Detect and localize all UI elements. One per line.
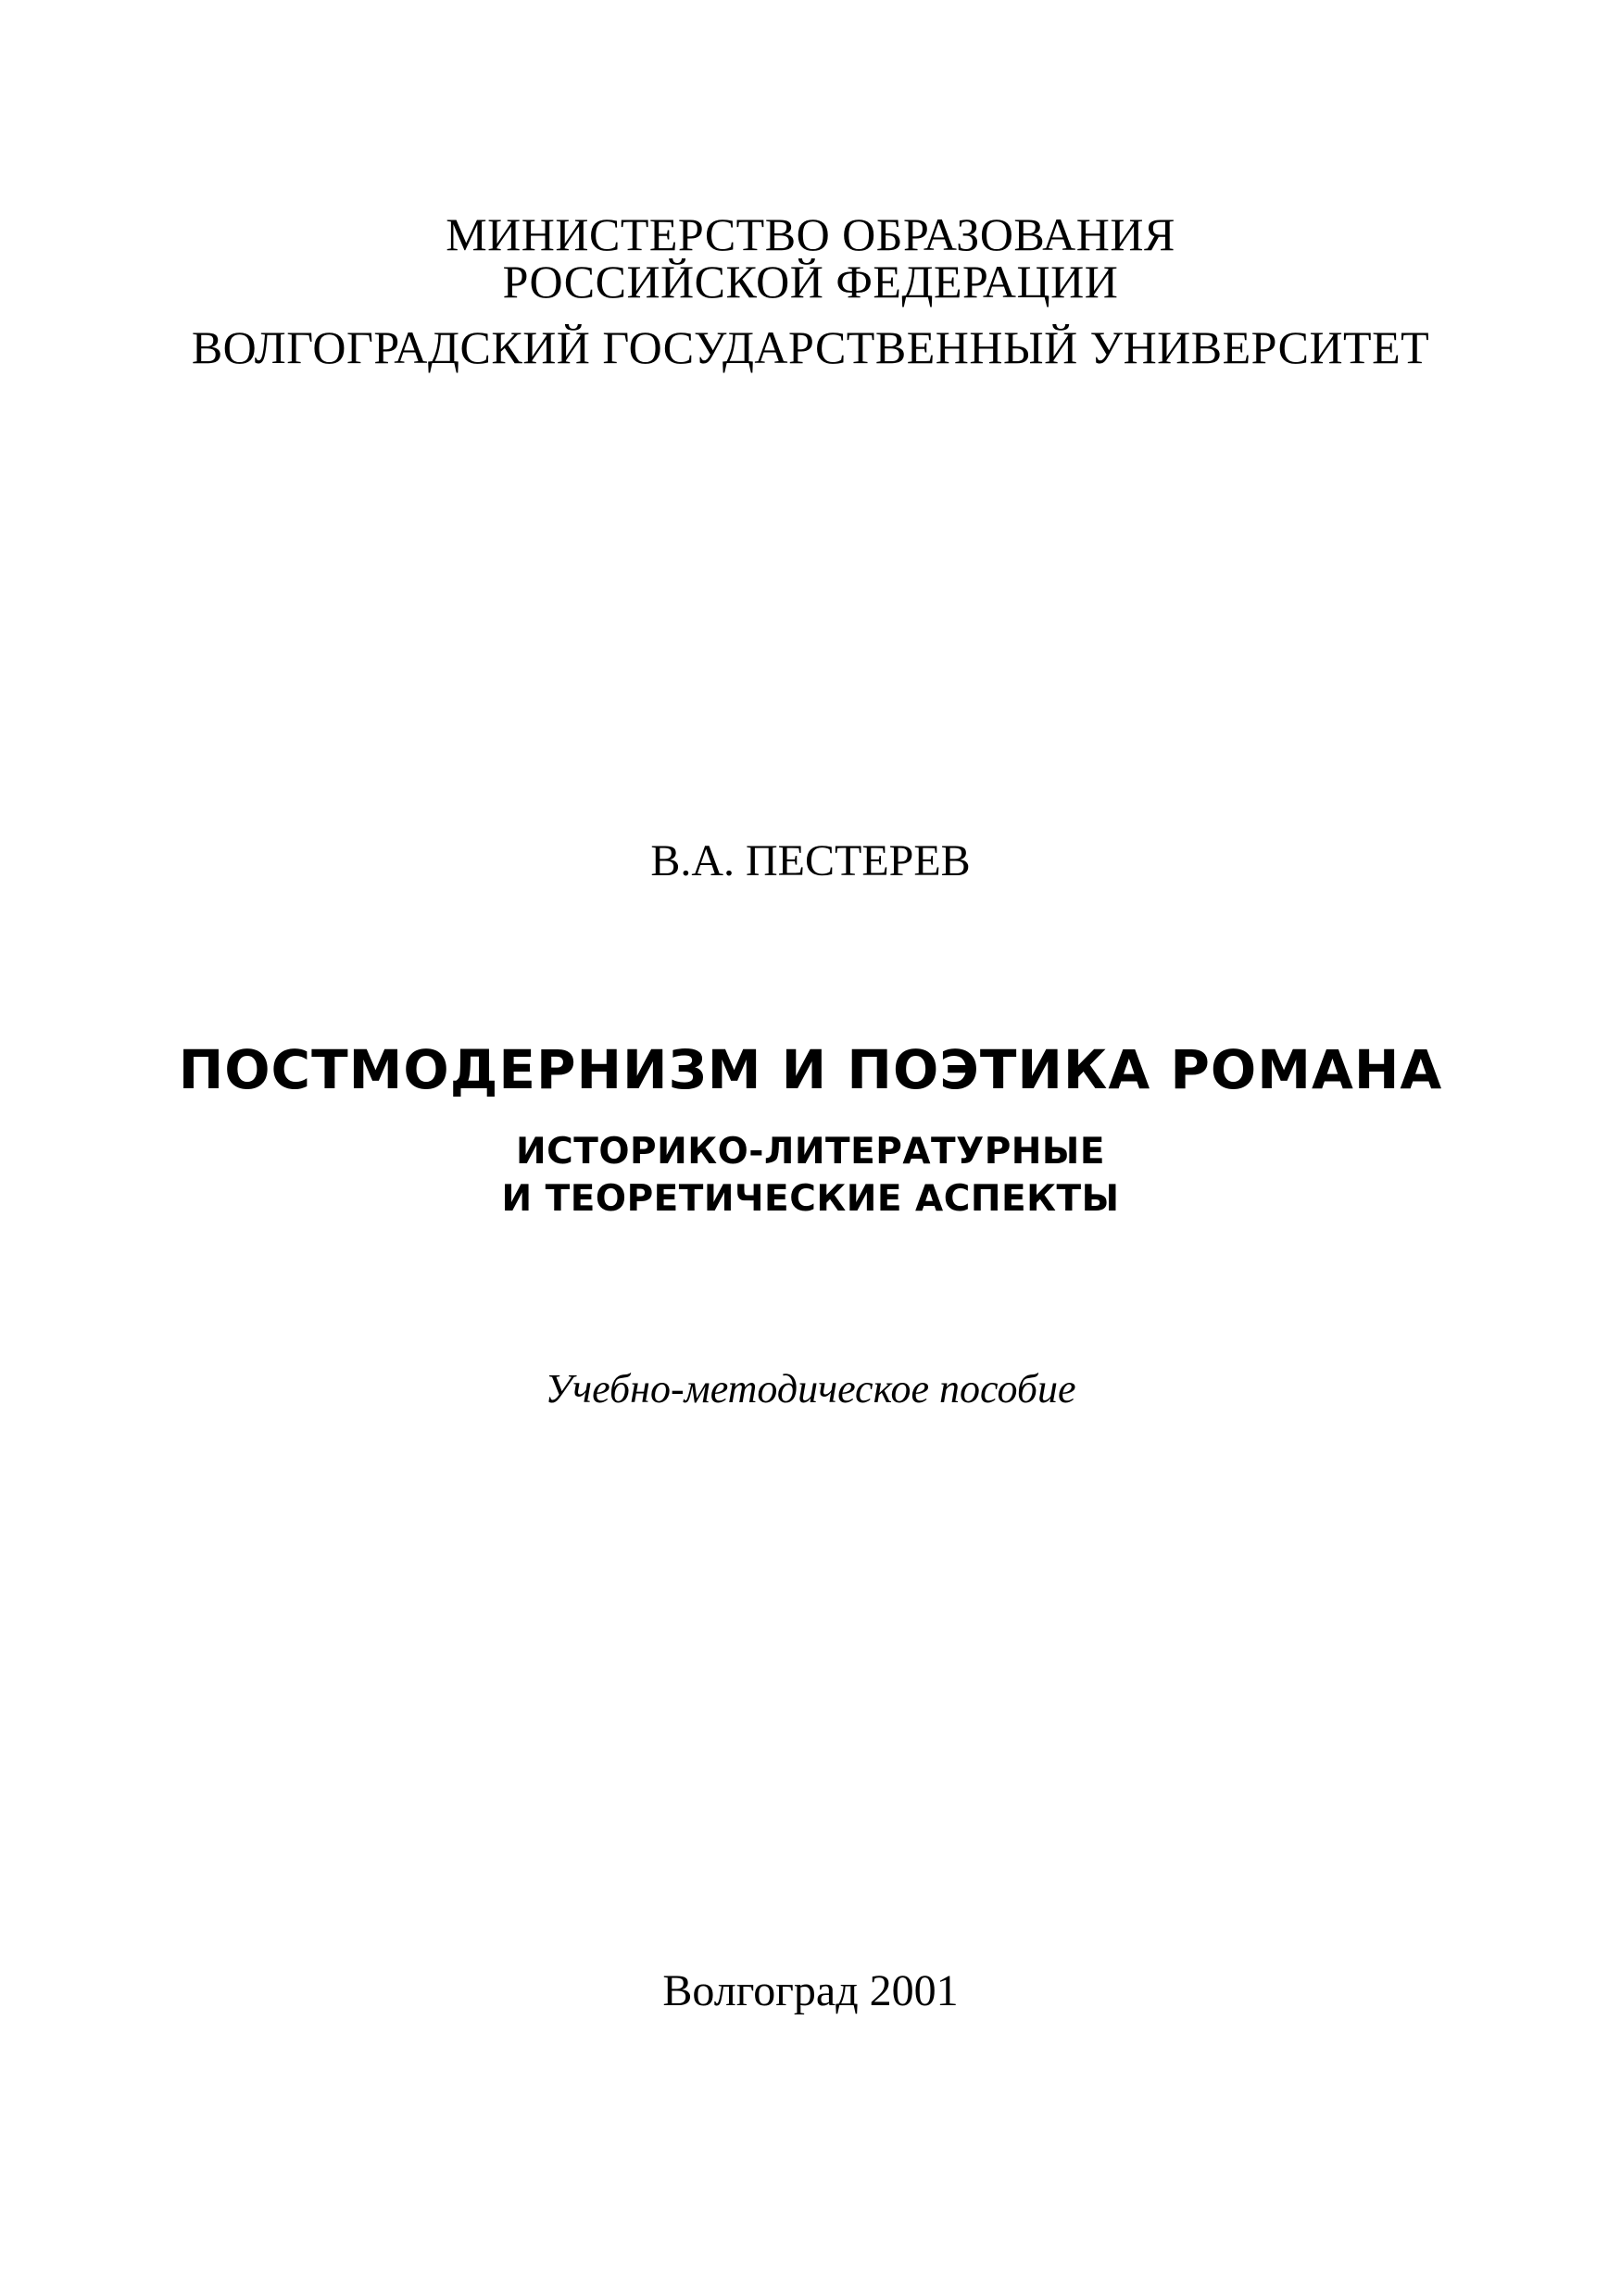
ministry-line-2: РОССИЙСКОЙ ФЕДЕРАЦИИ (502, 256, 1119, 307)
university-name: ВОЛГОГРАДСКИЙ ГОСУДАРСТВЕННЫЙ УНИВЕРСИТЕТ (191, 321, 1430, 373)
city-year: Волгоград 2001 (662, 1966, 959, 2015)
subtitle-line-1: ИСТОРИКО-ЛИТЕРАТУРНЫЕ (516, 1131, 1105, 1173)
publication-type: Учебно-методическое пособие (545, 1366, 1076, 1411)
ministry-line-1: МИНИСТЕРСТВО ОБРАЗОВАНИЯ (446, 208, 1175, 260)
subtitle-line-2: И ТЕОРЕТИЧЕСКИЕ АСПЕКТЫ (501, 1178, 1120, 1220)
author-name: В.А. ПЕСТЕРЕВ (650, 836, 971, 885)
book-title: ПОСТМОДЕРНИЗМ И ПОЭТИКА РОМАНА (178, 1038, 1443, 1101)
